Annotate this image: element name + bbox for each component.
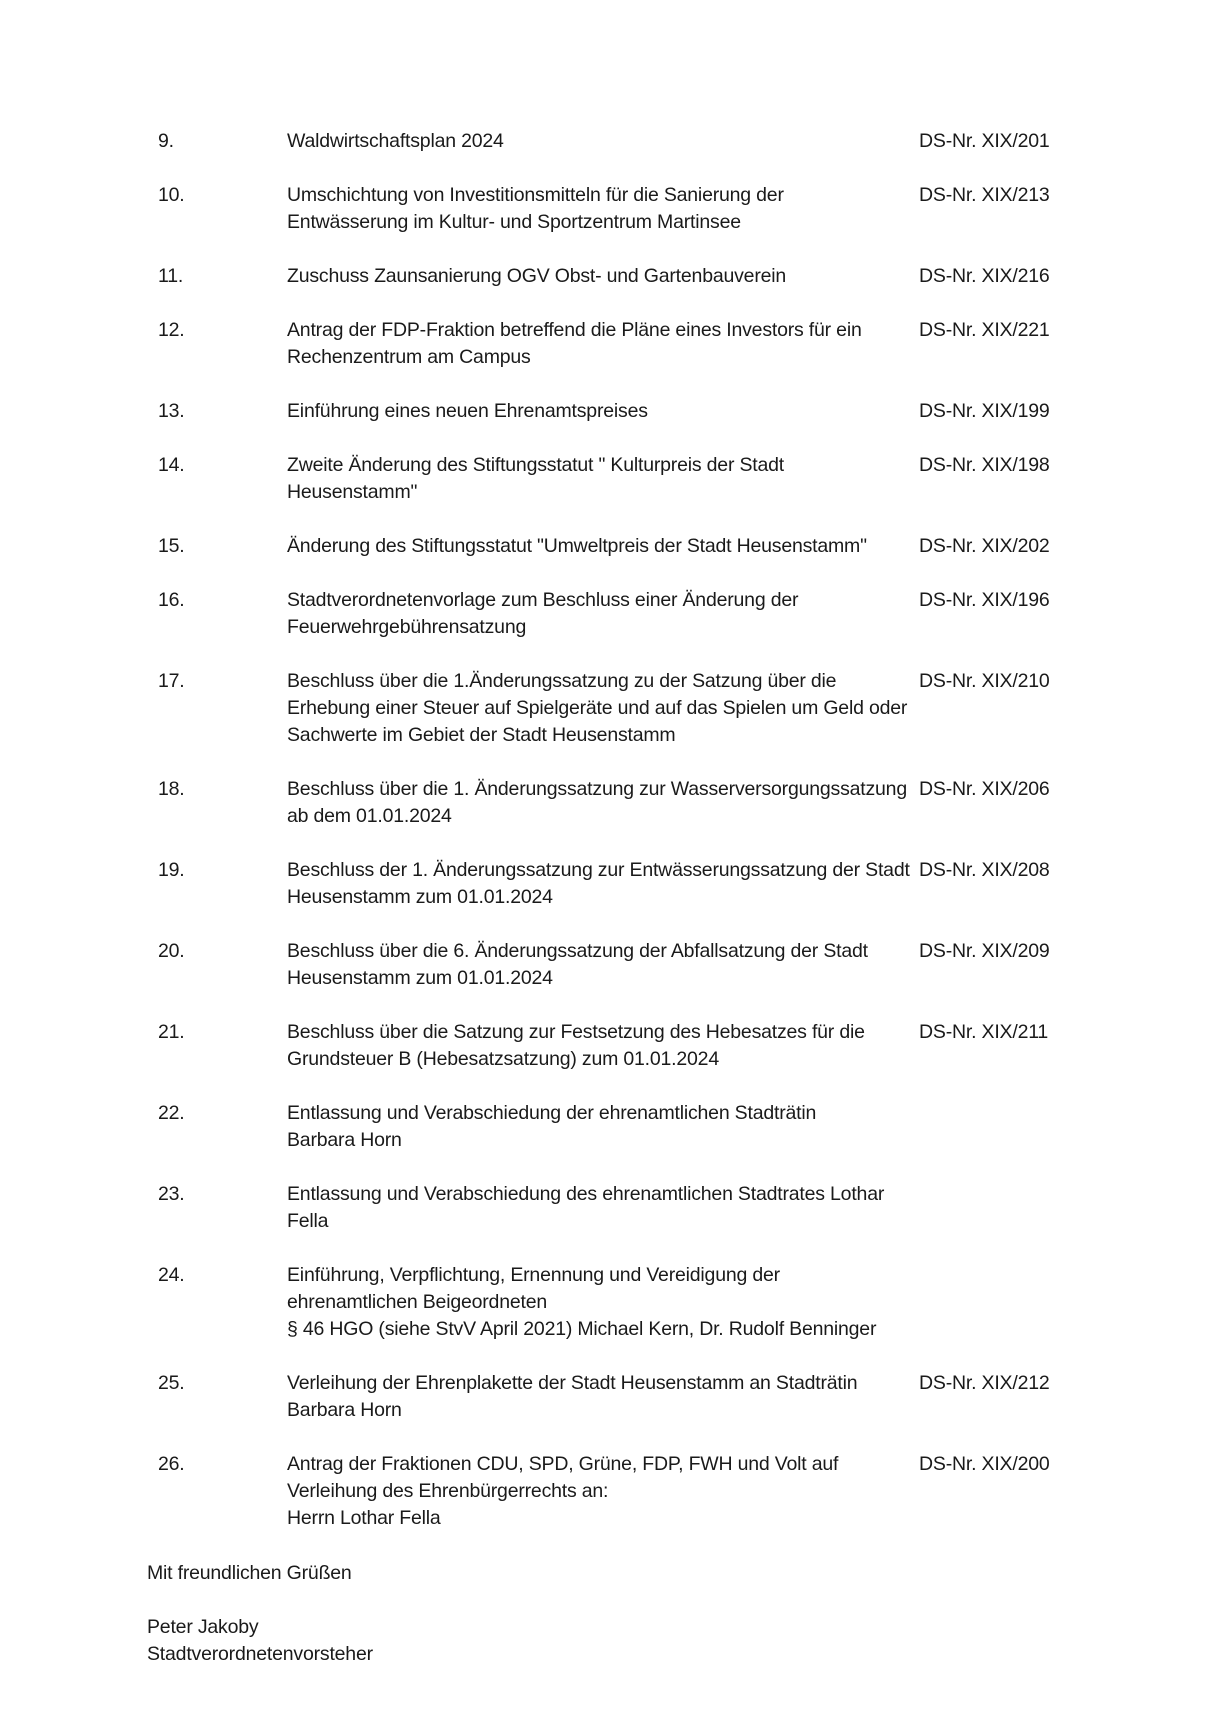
agenda-item-number: 15. bbox=[158, 535, 185, 557]
agenda-item-title-line: § 46 HGO (siehe StvV April 2021) Michael Kern, Dr. Rudolf Benninger bbox=[287, 1318, 877, 1340]
agenda-item bbox=[0, 128, 1222, 155]
agenda-item-title bbox=[287, 1262, 887, 1343]
agenda-item bbox=[0, 533, 1222, 560]
agenda-item-title-line: Umschichtung von Investitionsmitteln für die Sanierung der bbox=[287, 184, 784, 206]
agenda-item bbox=[0, 857, 1222, 911]
agenda-item-title-line: Grundsteuer B (Hebesatzsatzung) zum 01.01.2024 bbox=[287, 1048, 719, 1070]
agenda-item bbox=[0, 668, 1222, 749]
agenda-item-title bbox=[287, 452, 887, 506]
agenda-item-ds-number: DS-Nr. XIX/211 bbox=[919, 1021, 1049, 1043]
agenda-item-title-line: Beschluss über die Satzung zur Festsetzung des Hebesatzes für die bbox=[287, 1021, 865, 1043]
agenda-item-ds-number: DS-Nr. XIX/212 bbox=[919, 1372, 1050, 1394]
agenda-item-number: 20. bbox=[158, 940, 185, 962]
agenda-item-title bbox=[287, 1019, 887, 1073]
agenda-item-title-line: Heusenstamm" bbox=[287, 481, 418, 503]
agenda-item-title bbox=[287, 533, 887, 560]
agenda-item-number: 13. bbox=[158, 400, 185, 422]
agenda-item-ds-number: DS-Nr. XIX/216 bbox=[919, 265, 1050, 287]
agenda-item-title-line: Waldwirtschaftsplan 2024 bbox=[287, 130, 504, 152]
agenda-item-number: 22. bbox=[158, 1102, 185, 1124]
agenda-item-title-line: Stadtverordnetenvorlage zum Beschluss einer Änderung der bbox=[287, 589, 799, 611]
agenda-item-title-line: Entlassung und Verabschiedung der ehrenamtlichen Stadträtin bbox=[287, 1102, 817, 1124]
agenda-item-ds-number: DS-Nr. XIX/213 bbox=[919, 184, 1050, 206]
agenda-item bbox=[0, 776, 1222, 830]
agenda-item bbox=[0, 1019, 1222, 1073]
agenda-item-title-line: Verleihung des Ehrenbürgerrechts an: bbox=[287, 1480, 609, 1502]
agenda-item-number: 16. bbox=[158, 589, 185, 611]
agenda-item-title-line: Beschluss über die 6. Änderungssatzung der Abfallsatzung der Stadt bbox=[287, 940, 868, 962]
agenda-item-title bbox=[287, 668, 908, 749]
agenda-item-title-line: ehrenamtlichen Beigeordneten bbox=[287, 1291, 548, 1313]
agenda-item bbox=[0, 182, 1222, 236]
agenda-item-title-line: Sachwerte im Gebiet der Stadt Heusenstamm bbox=[287, 724, 676, 746]
agenda-item bbox=[0, 263, 1222, 290]
agenda-item-title bbox=[287, 587, 887, 641]
agenda-item-ds-number: DS-Nr. XIX/202 bbox=[919, 535, 1050, 557]
agenda-item-title-line: Einführung eines neuen Ehrenamtspreises bbox=[287, 400, 648, 422]
agenda-item-number: 24. bbox=[158, 1264, 185, 1286]
agenda-item-title bbox=[287, 776, 907, 830]
agenda-item-ds-number: DS-Nr. XIX/199 bbox=[919, 400, 1050, 422]
spacer bbox=[147, 1587, 373, 1614]
agenda-item-ds-number: DS-Nr. XIX/206 bbox=[919, 778, 1050, 800]
agenda-item-title-line: Beschluss über die 1. Änderungssatzung zur Wasserversorgungssatzung bbox=[287, 778, 907, 800]
agenda-item-title bbox=[287, 1370, 887, 1424]
agenda-item-ds-number: DS-Nr. XIX/198 bbox=[919, 454, 1050, 476]
closing-greeting: Mit freundlichen Grüßen bbox=[147, 1562, 352, 1584]
agenda-item bbox=[0, 1370, 1222, 1424]
agenda-item-title-line: Zuschuss Zaunsanierung OGV Obst- und Gartenbauverein bbox=[287, 265, 787, 287]
agenda-item-title-line: Verleihung der Ehrenplakette der Stadt Heusenstamm an Stadträtin bbox=[287, 1372, 858, 1394]
agenda-item-ds-number: DS-Nr. XIX/210 bbox=[919, 670, 1050, 692]
agenda-item-title bbox=[287, 263, 887, 290]
agenda-item bbox=[0, 1451, 1222, 1532]
closing-block bbox=[147, 1560, 373, 1668]
agenda-item-title-line: Barbara Horn bbox=[287, 1129, 402, 1151]
agenda-item-title bbox=[287, 1100, 887, 1154]
agenda-item bbox=[0, 398, 1222, 425]
agenda-item-ds-number: DS-Nr. XIX/200 bbox=[919, 1453, 1050, 1475]
agenda-item-number: 18. bbox=[158, 778, 185, 800]
agenda-item-ds-number: DS-Nr. XIX/208 bbox=[919, 859, 1050, 881]
agenda-item-title-line: Einführung, Verpflichtung, Ernennung und Vereidigung der bbox=[287, 1264, 780, 1286]
agenda-item-title-line: Entwässerung im Kultur- und Sportzentrum Martinsee bbox=[287, 211, 741, 233]
agenda-item-title bbox=[287, 128, 887, 155]
agenda-item-title-line: Antrag der Fraktionen CDU, SPD, Grüne, FDP, FWH und Volt auf bbox=[287, 1453, 839, 1475]
agenda-item-title bbox=[287, 398, 887, 425]
agenda-item bbox=[0, 938, 1222, 992]
agenda-item-title-line: Entlassung und Verabschiedung des ehrenamtlichen Stadtrates Lothar bbox=[287, 1183, 885, 1205]
agenda-item-number: 10. bbox=[158, 184, 185, 206]
agenda-item-number: 19. bbox=[158, 859, 185, 881]
agenda-item-title bbox=[287, 938, 887, 992]
agenda-item bbox=[0, 1100, 1222, 1154]
agenda-item-number: 14. bbox=[158, 454, 185, 476]
signatory-name: Peter Jakoby bbox=[147, 1616, 259, 1638]
agenda-item-title-line: Herrn Lothar Fella bbox=[287, 1507, 441, 1529]
agenda-item-title-line: Heusenstamm zum 01.01.2024 bbox=[287, 886, 553, 908]
agenda-item-title-line: Fella bbox=[287, 1210, 329, 1232]
agenda-item-title-line: Rechenzentrum am Campus bbox=[287, 346, 531, 368]
agenda-item-ds-number: DS-Nr. XIX/209 bbox=[919, 940, 1050, 962]
agenda-item-number: 23. bbox=[158, 1183, 185, 1205]
agenda-item-title bbox=[287, 857, 910, 911]
agenda-list bbox=[0, 128, 1222, 1559]
agenda-item-title-line: Barbara Horn bbox=[287, 1399, 402, 1421]
agenda-item-title bbox=[287, 1451, 887, 1532]
agenda-item-title-line: Änderung des Stiftungsstatut "Umweltpreis der Stadt Heusenstamm" bbox=[287, 535, 867, 557]
agenda-item-number: 12. bbox=[158, 319, 185, 341]
agenda-item-number: 9. bbox=[158, 130, 174, 152]
agenda-item-title-line: ab dem 01.01.2024 bbox=[287, 805, 452, 827]
agenda-item bbox=[0, 317, 1222, 371]
agenda-item bbox=[0, 1262, 1222, 1343]
agenda-item-ds-number: DS-Nr. XIX/201 bbox=[919, 130, 1050, 152]
agenda-item bbox=[0, 587, 1222, 641]
agenda-item-title-line: Beschluss über die 1.Änderungssatzung zu der Satzung über die bbox=[287, 670, 837, 692]
agenda-item-title bbox=[287, 1181, 887, 1235]
agenda-item-ds-number: DS-Nr. XIX/221 bbox=[919, 319, 1050, 341]
agenda-item-title-line: Beschluss der 1. Änderungssatzung zur Entwässerungssatzung der Stadt bbox=[287, 859, 910, 881]
agenda-item-title bbox=[287, 182, 887, 236]
agenda-item bbox=[0, 452, 1222, 506]
agenda-item-title bbox=[287, 317, 887, 371]
agenda-item-number: 26. bbox=[158, 1453, 185, 1475]
agenda-item-title-line: Zweite Änderung des Stiftungsstatut " Kulturpreis der Stadt bbox=[287, 454, 784, 476]
agenda-item bbox=[0, 1181, 1222, 1235]
agenda-item-number: 17. bbox=[158, 670, 185, 692]
agenda-item-title-line: Heusenstamm zum 01.01.2024 bbox=[287, 967, 553, 989]
agenda-item-title-line: Erhebung einer Steuer auf Spielgeräte und auf das Spielen um Geld oder bbox=[287, 697, 908, 719]
agenda-item-ds-number: DS-Nr. XIX/196 bbox=[919, 589, 1050, 611]
agenda-item-title-line: Feuerwehrgebührensatzung bbox=[287, 616, 527, 638]
agenda-item-number: 25. bbox=[158, 1372, 185, 1394]
agenda-item-title-line: Antrag der FDP-Fraktion betreffend die Pläne eines Investors für ein bbox=[287, 319, 862, 341]
agenda-item-number: 21. bbox=[158, 1021, 185, 1043]
signatory-role: Stadtverordnetenvorsteher bbox=[147, 1643, 373, 1665]
agenda-item-number: 11. bbox=[158, 265, 184, 287]
